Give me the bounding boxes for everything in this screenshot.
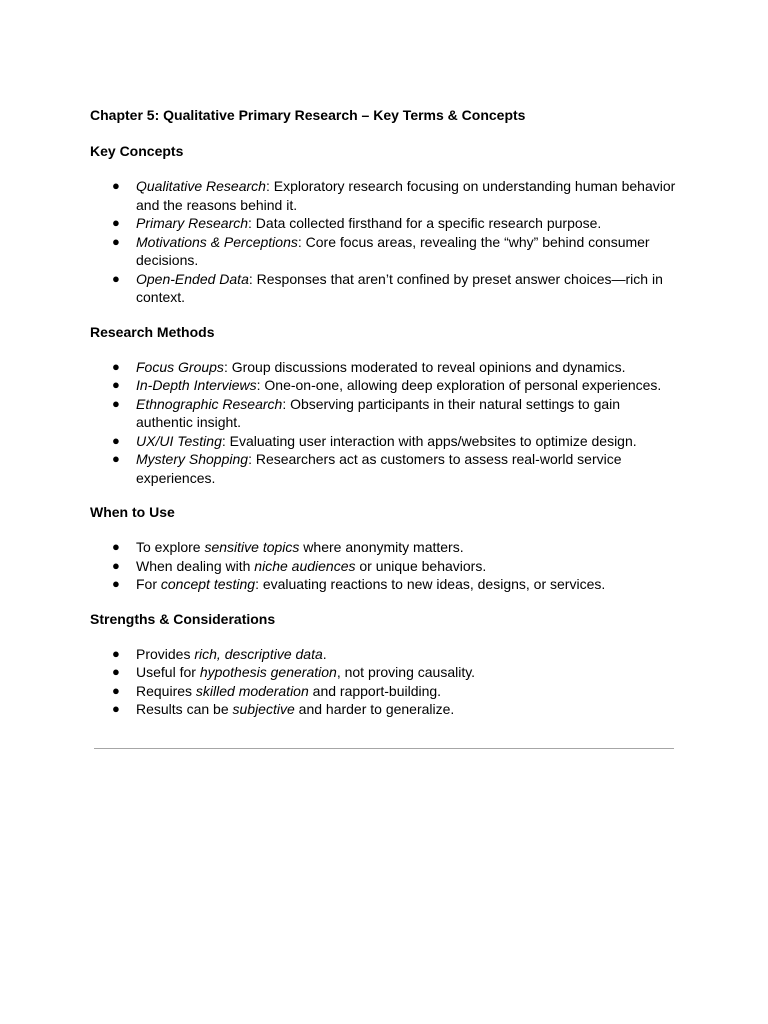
section-heading: Strengths & Considerations bbox=[90, 610, 276, 627]
bullet-icon: ● bbox=[112, 377, 120, 392]
bullet-icon: ● bbox=[112, 233, 120, 249]
item-text: : Responses that aren’t confined by preset answer choices—rich in context. bbox=[136, 270, 663, 305]
item-text: : Exploratory research focusing on understanding human behavior and the reasons behind it. bbox=[136, 178, 676, 213]
item-text: where anonymity matters. bbox=[299, 539, 464, 555]
list-item bbox=[90, 177, 680, 214]
list-item bbox=[90, 376, 680, 395]
item-text: : One-on-one, allowing deep exploration of personal experiences. bbox=[256, 377, 662, 393]
list-item bbox=[90, 663, 680, 682]
list-item bbox=[90, 214, 680, 233]
bullet-icon: ● bbox=[112, 178, 120, 193]
list-item bbox=[90, 575, 680, 594]
item-text: Useful for bbox=[136, 664, 200, 680]
item-text: : Observing participants in their natural settings to gain authentic insight. bbox=[136, 395, 621, 430]
italic-term: UX/UI Testing bbox=[136, 432, 222, 449]
bullet-list bbox=[90, 358, 680, 488]
item-text: : Group discussions moderated to reveal opinions and dynamics. bbox=[223, 358, 626, 375]
bullet-icon: ● bbox=[112, 395, 120, 411]
item-text: : evaluating reactions to new ideas, designs, or services. bbox=[255, 576, 606, 592]
document-page bbox=[90, 106, 680, 735]
list-item bbox=[90, 450, 680, 487]
item-text: : Core focus areas, revealing the “why” behind consumer decisions. bbox=[136, 233, 650, 268]
italic-term: Ethnographic Research bbox=[136, 395, 283, 412]
bullet-icon: ● bbox=[112, 557, 120, 573]
italic-term: hypothesis generation bbox=[199, 664, 337, 680]
italic-term: Open-Ended Data bbox=[136, 270, 249, 287]
bullet-icon: ● bbox=[112, 270, 120, 286]
bullet-list bbox=[90, 177, 680, 307]
bullet-icon: ● bbox=[112, 576, 120, 591]
bullet-list bbox=[90, 538, 680, 594]
item-text: To explore bbox=[136, 539, 205, 555]
bullet-icon: ● bbox=[112, 645, 120, 661]
bullet-icon: ● bbox=[112, 432, 120, 448]
section-heading: When to Use bbox=[90, 504, 175, 520]
list-item bbox=[90, 700, 680, 719]
italic-term: Motivations & Perceptions bbox=[136, 233, 298, 250]
list-item bbox=[90, 645, 680, 664]
italic-term: Focus Groups bbox=[136, 358, 224, 375]
horizontal-rule bbox=[94, 748, 674, 749]
item-text: Requires bbox=[136, 682, 196, 699]
italic-term: rich, descriptive data bbox=[194, 645, 323, 662]
item-text: and rapport-building. bbox=[308, 682, 442, 699]
document-body bbox=[90, 142, 680, 719]
section-heading: Key Concepts bbox=[90, 143, 184, 159]
item-text: Provides bbox=[136, 645, 195, 662]
item-text: and harder to generalize. bbox=[294, 701, 455, 717]
item-text: , not proving causality. bbox=[336, 664, 476, 680]
list-item bbox=[90, 233, 680, 270]
item-text: . bbox=[322, 645, 327, 662]
bullet-icon: ● bbox=[112, 682, 120, 698]
list-item bbox=[90, 432, 680, 451]
document-title: Chapter 5: Qualitative Primary Research – Key Terms & Concepts bbox=[90, 107, 526, 123]
list-item bbox=[90, 395, 680, 432]
item-text: For bbox=[136, 576, 161, 592]
list-item bbox=[90, 358, 680, 377]
list-item bbox=[90, 682, 680, 701]
italic-term: concept testing bbox=[160, 576, 256, 592]
section-heading: Research Methods bbox=[90, 323, 215, 340]
italic-term: niche audiences bbox=[254, 557, 356, 574]
italic-term: Qualitative Research bbox=[136, 178, 266, 194]
bullet-icon: ● bbox=[112, 664, 120, 679]
italic-term: Mystery Shopping bbox=[136, 451, 249, 467]
list-item bbox=[90, 538, 680, 557]
bullet-icon: ● bbox=[112, 701, 120, 716]
bullet-icon: ● bbox=[112, 451, 120, 466]
item-text: Results can be bbox=[136, 701, 233, 717]
bullet-list bbox=[90, 645, 680, 719]
italic-term: sensitive topics bbox=[204, 539, 300, 555]
bullet-icon: ● bbox=[112, 358, 120, 374]
item-text: : Evaluating user interaction with apps/websites to optimize design. bbox=[221, 432, 637, 449]
item-text: When dealing with bbox=[136, 557, 255, 574]
list-item bbox=[90, 557, 680, 576]
item-text: : Data collected firsthand for a specific research purpose. bbox=[248, 215, 602, 231]
bullet-icon: ● bbox=[112, 215, 120, 230]
italic-term: In-Depth Interviews bbox=[136, 377, 257, 393]
italic-term: subjective bbox=[232, 701, 295, 717]
italic-term: skilled moderation bbox=[195, 682, 309, 699]
item-text: : Researchers act as customers to assess real-world service experiences. bbox=[136, 451, 622, 486]
list-item bbox=[90, 270, 680, 307]
bullet-icon: ● bbox=[112, 539, 120, 554]
italic-term: Primary Research bbox=[136, 215, 249, 231]
item-text: or unique behaviors. bbox=[355, 557, 487, 574]
